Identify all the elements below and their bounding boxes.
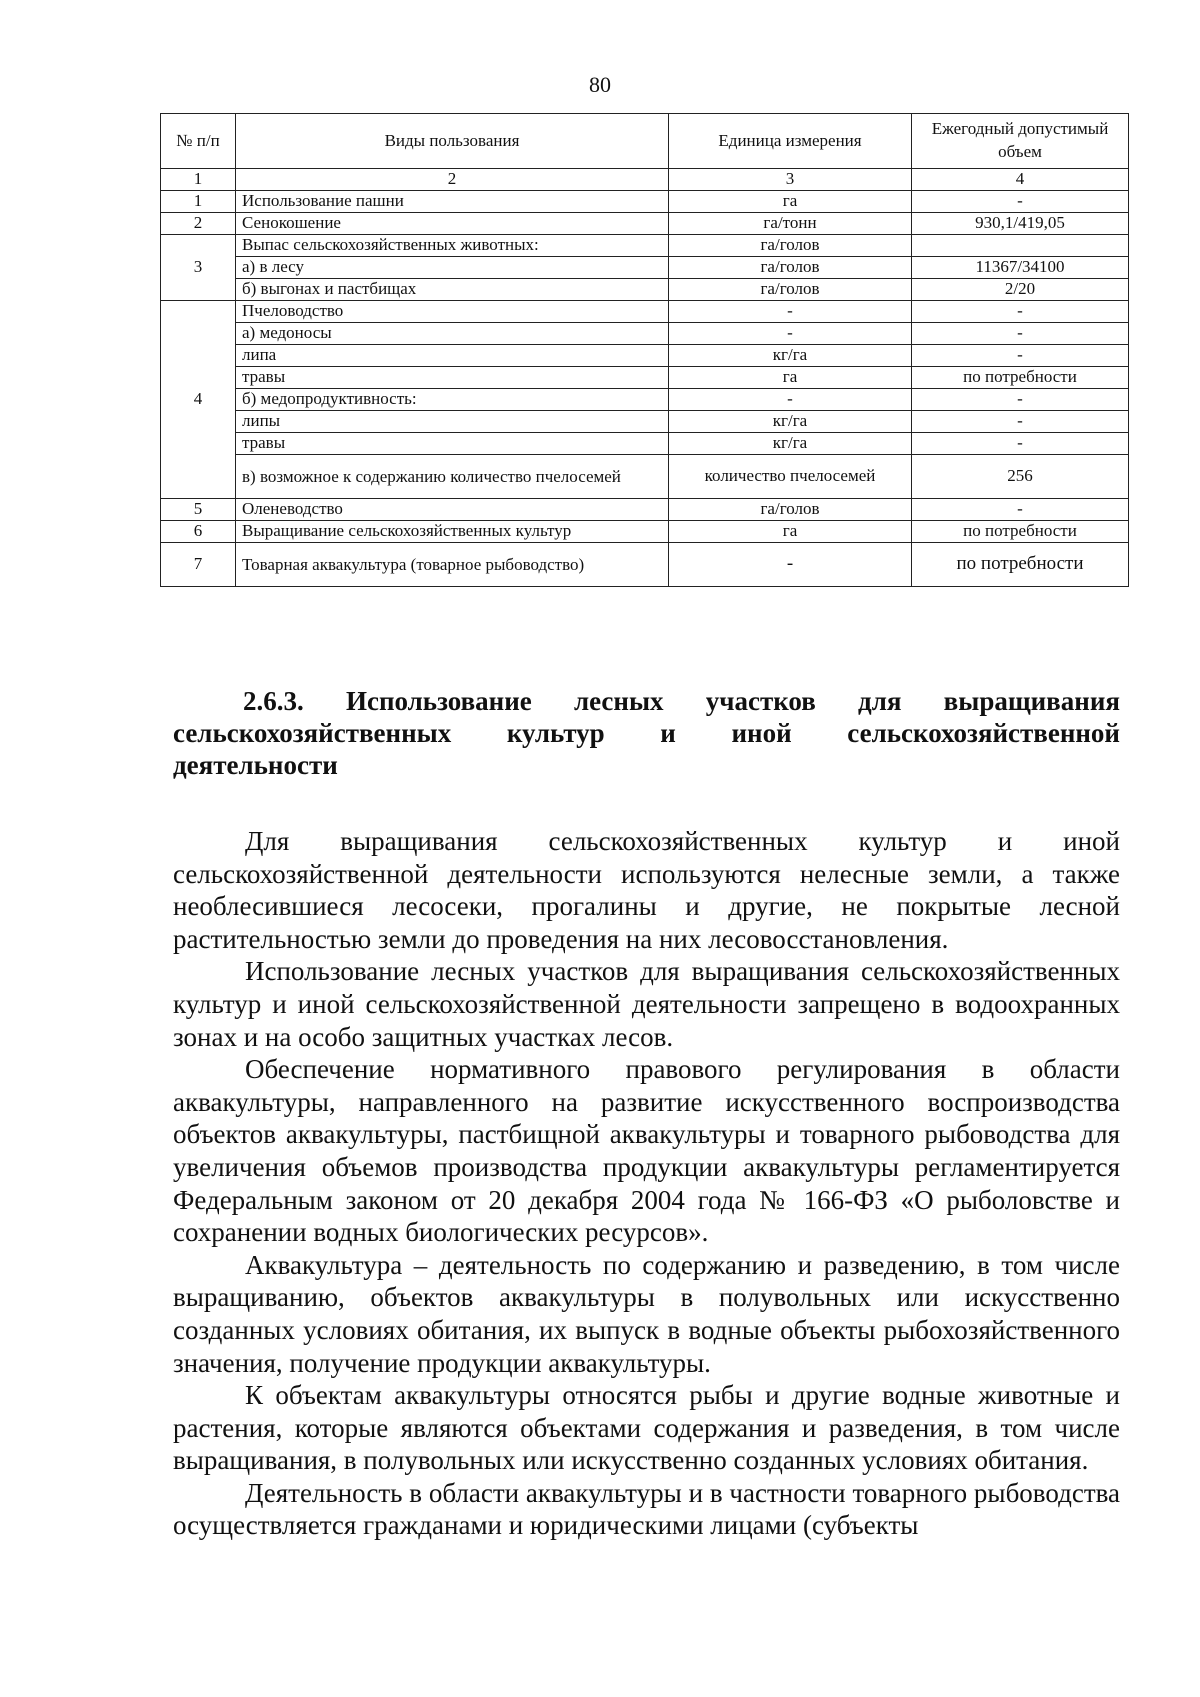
row-volume: 930,1/419,05 [912,213,1129,235]
paragraph: Деятельность в области аквакультуры и в частности товарного рыбоводства осуществляется гражданами и юридическими лицами (субъекты [173,1477,1120,1541]
col-number: 4 [912,169,1129,191]
body-text [173,825,1120,1542]
table-row [161,257,1129,279]
row-num: 6 [161,521,236,543]
row-unit: га/голов [669,235,912,257]
table-header-row [161,114,1129,169]
table-row [161,389,1129,411]
row-volume: - [912,323,1129,345]
section-heading-line: 2.6.3. Использование лесных участков для выращивания [243,686,1120,716]
section-heading-line: деятельности [173,750,338,780]
row-unit: кг/га [669,411,912,433]
row-use: липа [236,345,669,367]
col-number: 1 [161,169,236,191]
row-volume: 2/20 [912,279,1129,301]
row-use: Оленеводство [236,499,669,521]
col-number: 3 [669,169,912,191]
row-unit: га [669,191,912,213]
row-unit: количество пчелосемей [669,455,912,499]
row-volume: - [912,389,1129,411]
row-num: 3 [161,235,236,301]
section-heading [173,685,1120,781]
column-number-row [161,169,1129,191]
row-unit: - [669,301,912,323]
row-volume: 256 [912,455,1129,499]
table-row [161,367,1129,389]
section-heading-line: сельскохозяйственных культур и иной сельскохозяйственной [173,718,1120,748]
usage-table [160,113,1129,587]
row-volume: по потребности [912,543,1129,587]
row-unit: - [669,389,912,411]
row-use: липы [236,411,669,433]
row-use: б) выгонах и пастбищах [236,279,669,301]
paragraph: Для выращивания сельскохозяйственных культур и иной сельскохозяйственной деятельности используются нелесные земли, а также необлесившиеся лесосеки, прогалины и другие, не покрытые лесной растительностью земли до проведения на них лесовосстановления. [173,826,1120,954]
table-row [161,345,1129,367]
row-use: Выпас сельскохозяйственных животных: [236,235,669,257]
paragraph: Обеспечение нормативного правового регулирования в области аквакультуры, направленного на развитие искусственного воспроизводства объектов аквакультуры, пастбищной аквакультуры и товарного рыбоводства для увеличения объемов производства продукции аквакультуры регламентируется Федеральным законом от 20 декабря 2004 года № 166-ФЗ «О рыболовстве и сохранении водных биологических ресурсов». [173,1054,1120,1248]
row-unit: - [669,323,912,345]
col-number: 2 [236,169,669,191]
row-volume: - [912,345,1129,367]
row-use: б) медопродуктивность: [236,389,669,411]
row-volume: 11367/34100 [912,257,1129,279]
table-row [161,235,1129,257]
row-use: а) в лесу [236,257,669,279]
row-unit: га/тонн [669,213,912,235]
table-row [161,455,1129,499]
row-volume [912,235,1129,257]
header-use: Виды пользования [236,114,669,169]
table-row [161,301,1129,323]
row-num: 4 [161,301,236,499]
row-volume: - [912,433,1129,455]
row-num: 7 [161,543,236,587]
row-use: а) медоносы [236,323,669,345]
row-use: Использование пашни [236,191,669,213]
row-use: Товарная аквакультура (товарное рыбоводство) [236,543,669,587]
row-volume: - [912,301,1129,323]
row-use: травы [236,367,669,389]
header-num: № п/п [161,114,236,169]
row-unit: - [669,543,912,587]
table-row [161,521,1129,543]
row-volume: - [912,499,1129,521]
row-volume: - [912,411,1129,433]
row-unit: га/голов [669,279,912,301]
header-unit: Единица измерения [669,114,912,169]
row-unit: га/голов [669,257,912,279]
table-row [161,323,1129,345]
row-use: травы [236,433,669,455]
row-volume: по потребности [912,367,1129,389]
row-use: Сенокошение [236,213,669,235]
page-number: 80 [589,72,611,97]
row-volume: - [912,191,1129,213]
paragraph: К объектам аквакультуры относятся рыбы и другие водные животные и растения, которые являются объектами содержания и разведения, в том числе выращивания, в полувольных или искусственно созданных условиях обитания. [173,1380,1120,1476]
row-volume: по потребности [912,521,1129,543]
header-volume: Ежегодный допустимый объем [912,114,1129,169]
table-row [161,411,1129,433]
row-use: в) возможное к содержанию количество пчелосемей [236,455,669,499]
row-num: 1 [161,191,236,213]
row-unit: га [669,521,912,543]
row-num: 5 [161,499,236,521]
paragraph: Использование лесных участков для выращивания сельскохозяйственных культур и иной сельскохозяйственной деятельности запрещено в водоохранных зонах и на особо защитных участках лесов. [173,956,1120,1052]
row-unit: га [669,367,912,389]
row-unit: кг/га [669,345,912,367]
row-unit: га/голов [669,499,912,521]
table-row [161,433,1129,455]
row-use: Выращивание сельскохозяйственных культур [236,521,669,543]
table-row [161,213,1129,235]
row-use: Пчеловодство [236,301,669,323]
table-row [161,191,1129,213]
paragraph: Аквакультура – деятельность по содержанию и разведению, в том числе выращиванию, объектов аквакультуры в полувольных или искусственно созданных условиях обитания, их выпуск в водные объекты рыбохозяйственного значения, получение продукции аквакультуры. [173,1249,1120,1378]
table-row [161,499,1129,521]
table-row [161,543,1129,587]
table-row [161,279,1129,301]
row-unit: кг/га [669,433,912,455]
row-num: 2 [161,213,236,235]
